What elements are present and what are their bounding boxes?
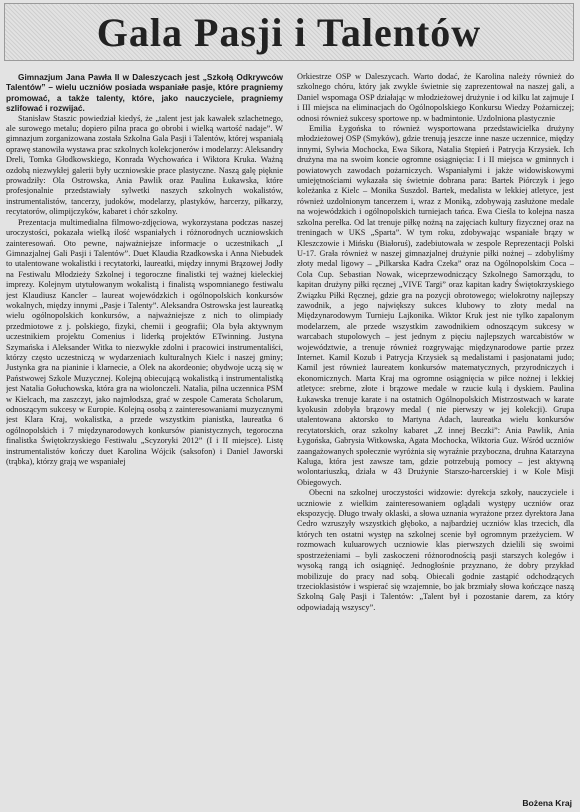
- title-banner: [4, 3, 574, 61]
- article-paragraph: Emilia Łygońska to również wysportowana przedstawicielka drużyny młodzieżowej OSP (Smyków), gdzie trenują jeszcze inne nasze uczennice, między innymi, Sylwia Mochocka, Ewa Sikora, Natalia Stępień i Patrycja Krzysiek. Ich drużyna ma na swoim koncie ogromne osiągnięcia: I i II miejsca w gminnych i powiatowych zawodach pożarniczych. Wspaniałymi i jakże widowiskowymi umiejętnościami wykazała się świetnie dobrana para: Bartek Piórczyk i jego koleżanka z Kielc – Monika Suszdol. Bartek, medalista w lekkiej atletyce, jest również uzdolnionym tancerzem i, wraz z Moniką, zdobywają zasłużone medale na wojewódzkich i ogólnopolskich turniejach tańca. Ewa Cieśla to kolejna nasza szkolna perełka. Od lat trenuje piłkę nożną na zajęciach kultury fizycznej oraz na treningach w UKS „Sparta”. W tym roku, zdobywając wspaniałe brązy w Kleszczowie i Mińsku (Białoruś), zadebiutowała w zespole Reprezentacji Polski U-17. Grała również w naszej gimnazjalnej drużynie piłki nożnej – zdobyliśmy złoty medal ligowy – „Pilkarska Kadra Czeka” oraz na Ogólnopolskim Coca – Cola Cup. Sebastian Nowak, wiceprzewodniczący Szkolnego Samorządu, to kapitan drużyny piłki ręcznej „VIVE Targi” oraz kapitan kadry Świętokrzyskiego Związku Piłki Ręcznej, gdzie gra na pozycji obrotowego; wielokrotny najlepszy zawodnik, a jego największy sukces klubowy to złoty medal na Międzynarodowym Turnieju Lajkonika. Wiktor Kruk jest nie tylko zapalonym modelarzem, ale przede wszystkim zawodnikiem odnoszącym sukcesy w warcabach stupolowych – jest jednym z pięciu najlepszych warcabistów w województwie, a trenuje również rozgrywając międzynarodowe partie przez Internet. Kamil Kozub i Patrycja Krzysiek są medalistami i pasjonatami judo; Kamil jest również laureatem konkursów matematycznych, przyrodniczych i ekonomicznych. Marta Kraj ma ogromne osiągnięcia w piłce nożnej i lekkiej atletyce: srebrne, złote i brązowe medale w rzucie kulą i dyskiem. Paulina Łukawska trenuje karate i na ostatnich Ogólnopolskich Mistrzostwach w karate kyokusin zdobyła brązowy medal ( nie pierwszy w jej kolekcji). Grupa utalentowana aktorsko to Martyna Adach, laureatka wielu konkursów recytatorskich, oraz szkolny kabaret „Z innej Beczki”: Ania Pawlik, Ania Łygońska, Gabrysia Witkowska, Agata Mochocka, Wiktoria Guz. Wśród uczniów zaangażowanych społecznie wyróżnia się wyraźnie przybocznа, druhna Katarzyna Kaluga, która jest zawsze tam, gdzie potrzebują pomocy – jest aktywną wolontariuszką, działa w 43 Drużynie Starszo-harcerskiej i w Kole Misji Obiegowych.: [297, 124, 574, 487]
- article-paragraph: Stanisław Staszic powiedział kiedyś, że „talent jest jak kawałek szlachetnego, ale surowego metalu; dopiero pilna praca go obrobi i wielką wartość nadaje”. W gimnazjum zorganizowana została Szkolna Gala Pasji i Talentów, której wspaniałą oprawę stanowiła wystawa prac szkolnych kolekcjonerów i modelarzy: Aleksandry Dreli, Tomka Głodkowskiego, Konrada Wychowańca i Wiktora Kruka. Ważną ozdobą niezwykłej galerii były uczniowskie prace plastyczne. Naszą galę pięknie prowadziły: Ola Ostrowska, Ania Pawlik oraz Paulina Łukawska, które profesjonalnie przedstawiały sylwetki naszych szkolnych wokalistów, instrumentalistów, tancerzy, judoków, modelarzy, plastyków, harcerzy, piłkarzy, recytatorów, olimpijczyków, kabaret i chór szkolny.: [6, 113, 283, 217]
- page-title: Gala Pasji i Talentów: [96, 9, 482, 55]
- article-paragraph: Obecni na szkolnej uroczystości widzowie: dyrekcja szkoły, nauczyciele i uczniowie z wielkim zainteresowaniem oglądali występy uczniów oraz ekspozycję. Długo trwały oklaski, a słowa uznania wyrażone przez dyrektora Jana Cedro wzruszyły wszystkich głęboko, a najbardziej uczniów klas trzecich, dla których ten ostatni występ na szkolnej scenie był ogromnym przeżyciem. W rozmowach kuluarowych uczniowie klas pierwszych dzielili się swoimi spostrzeżeniami – byli zaskoczeni różnorodnością pasji starszych kolegów i wysoką rangą ich osiągnięć. Jednogłośnie przyznano, że dobry przykład mobilizuje do pracy nad sobą. Obiecali godnie zastąpić odchodzących trzecioklasistów i wspierać się wzajemnie, bo jak brzmiały słowa kończące naszą Szkolną Galę Pasji i Talentów: „Talent był i pozostanie darem, za który odpowiadają wszyscy”.: [297, 488, 574, 612]
- article-paragraph: Orkiestrze OSP w Daleszycach. Warto dodać, że Karolina należy również do szkolnego chóru, który jak zwykle świetnie się zaprezentował na naszej gali, a Daniel wspomaga OSP działając w młodzieżowej drużynie i od kilku lat zajmuje I i III miejsca na eliminacjach do Ogólnopolskiego Konkursu Wiedzy Pożarniczej; odnosi również sukcesy sportowe np. w badmintonie. Uzdolniona plastycznie: [297, 72, 574, 123]
- author-byline: Bożena Kraj: [522, 798, 572, 808]
- left-column: [6, 72, 283, 796]
- article-paragraph: Prezentacja multimedialna filmowo-zdjęciowa, wykorzystana podczas naszej uroczystości, pokazała wielką ilość wspaniałych i różnorodnych uczniowskich zainteresowań. Oto pewne, najważniejsze informacje o uczestnikach „I Gimnazjalnej Gali Pasji i Talentów”. Duet Klaudia Rzadkowska i Anna Niebudek to utalentowane wokalistki i recytatorki, laureatki, między innymi Brązowej Jodły na Festiwalu Młodzieży Szkolnej i tegoroczne finalistki tej ważnej kieleckiej imprezy. Kolejnym utytułowanym wokalistą i finalistą wspomnianego festiwalu jest Klaudiusz Kancler – laureat wojewódzkich i ogólnopolskich konkursów wokalnych, między innymi „Pasje i Talenty”. Aleksandra Ostrowska jest laureatką wielu ogólnopolskich konkursów, a najważniejsze z nich to olimpiady przedmiotowe z j. polskiego, fizyki, chemii i geografii; Ola była aktywnym uczestnikiem projektu Comenius i liderką projektów ETwinning. Justyna Szymańska i Aleksander Witka to niezwykłe zdolni i pracowici instrumentaliści, którzy często uczestniczą w wydarzeniach kulturalnych Kielc i naszej gminy; Justynka gra na pianinie i klarnecie, a Olek na akordeonie; obydwoje uczą się w Państwowej Szkole Muzycznej. Kolejną obiecującą wokalistką i instrumentalistką jest Natalia Gołuchowska, która gra na wiolonczeli. Natalia, pilna uczennica PSM w Kielcach, ma zaszczyt, jako najmłodsza, grać w zespole Camerata Scholarum, odnoszącym sukcesy w Europie. Kolejną osobą z zainteresowaniami muzycznymi jest Klara Kraj, wokalistka, a przede wszystkim pianistka, laureatka 6 ogólnopolskich i 7 międzynarodowych konkursów pianistycznych, tegoroczna finalistka Świętokrzyskiego Festiwalu „Scyzoryki 2012” (I i II miejsce). Listę instrumentalistów kończy duet Karolina Wójcik (saksofon) i Daniel Jaworski (trąbka), którzy grają we wspaniałej: [6, 217, 283, 467]
- right-column: [297, 72, 574, 796]
- lead-paragraph: Gimnazjum Jana Pawła II w Daleszycach jest „Szkołą Odkrywców Talentów” – wielu uczniów posiada wspaniałe pasje, które pragniemy promować, a także talenty, które, jako nauczyciele, pragniemy szlifować i rozwijać.: [6, 72, 283, 114]
- article-body: [6, 72, 574, 796]
